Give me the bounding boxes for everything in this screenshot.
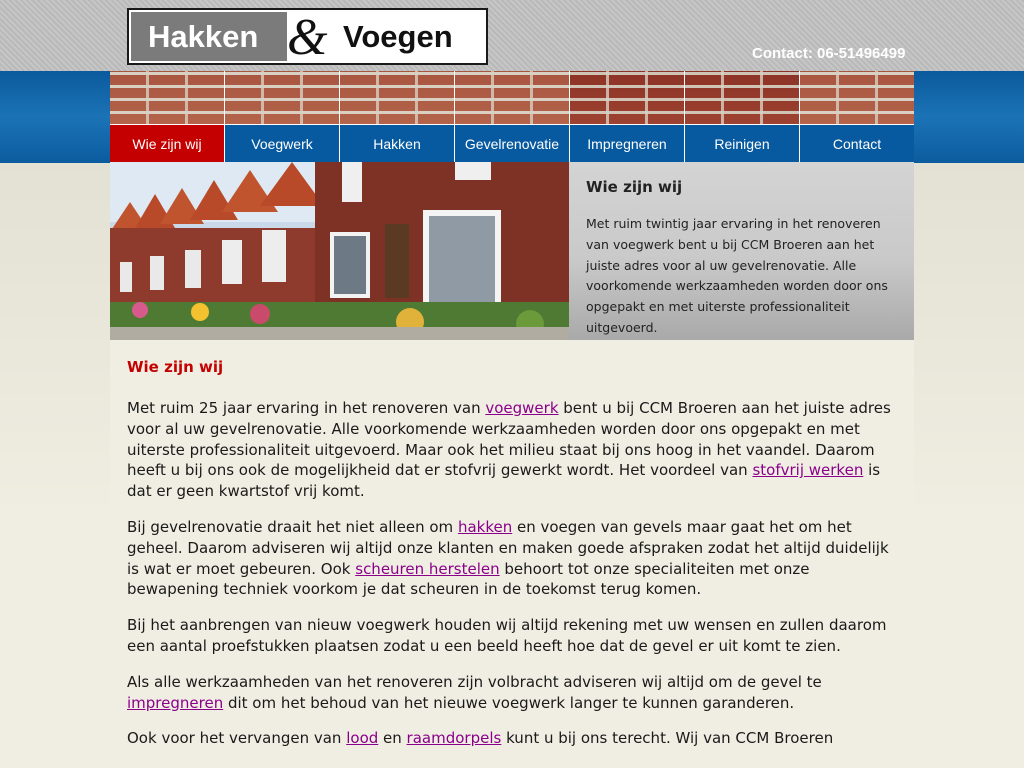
hero-text: Met ruim twintig jaar ervaring in het renoveren van voegwerk bent u bij CCM Broeren aan het juiste adres voor al uw gevelrenovatie. Alle voorkomende werkzaamheden worden door ons opgepakt en met uiterste professionaliteit uitgevoerd. bbox=[586, 216, 888, 335]
page-title: Wie zijn wij bbox=[127, 358, 224, 376]
paragraph-3: Bij het aanbrengen van nieuw voegwerk houden wij altijd rekening met uw wensen en zullen daarom een aantal proefstukken plaatsen zodat u een beeld heeft hoe dat de gevel er uit komt te zien. bbox=[127, 616, 887, 655]
nav-item-reinigen[interactable]: Reinigen bbox=[685, 124, 800, 162]
hero-text-panel bbox=[569, 162, 914, 340]
brick-tile bbox=[340, 71, 455, 124]
hero-section bbox=[110, 162, 914, 340]
nav-item-voegwerk[interactable]: Voegwerk bbox=[225, 124, 340, 162]
brick-tile bbox=[110, 71, 225, 124]
link-raamdorpels[interactable]: raamdorpels bbox=[406, 729, 502, 748]
main-content bbox=[110, 340, 914, 768]
nav-item-gevelrenovatie[interactable]: Gevelrenovatie bbox=[455, 124, 570, 162]
nav-item-hakken[interactable]: Hakken bbox=[340, 124, 455, 162]
site-logo[interactable] bbox=[127, 8, 488, 65]
hero-title: Wie zijn wij bbox=[586, 178, 683, 196]
brick-tile bbox=[570, 71, 685, 124]
houses-photo bbox=[110, 162, 569, 340]
brick-tile bbox=[685, 71, 800, 124]
link-scheuren-herstelen[interactable]: scheuren herstelen bbox=[355, 559, 500, 578]
logo-voegen: Voegen bbox=[343, 18, 453, 54]
brick-banner bbox=[110, 71, 914, 124]
paragraph-4: Als alle werkzaamheden van het renoveren zijn volbracht adviseren wij altijd om de gevel te impregneren dit om het behoud van het nieuwe voegwerk langer te kunnen garanderen. bbox=[127, 672, 822, 712]
link-voegwerk[interactable]: voegwerk bbox=[485, 399, 559, 417]
brick-tile bbox=[225, 71, 340, 124]
logo-ampersand: & bbox=[287, 9, 328, 66]
logo-hakken: Hakken bbox=[129, 10, 289, 63]
link-lood[interactable]: lood bbox=[346, 729, 379, 748]
link-stofvrij-werken[interactable]: stofvrij werken bbox=[752, 461, 864, 480]
brick-tile bbox=[455, 71, 570, 124]
paragraph-5: Ook voor het vervangen van lood en raamdorpels kunt u bij ons terecht. Wij van CCM Broeren bbox=[127, 729, 834, 748]
link-hakken[interactable]: hakken bbox=[457, 517, 513, 536]
brick-tile bbox=[800, 71, 914, 124]
contact-phone: Contact: 06-51496499 bbox=[752, 45, 906, 62]
paragraph-2: Bij gevelrenovatie draait het niet alleen om hakken en voegen van gevels maar gaat het om het geheel. Daarom adviseren wij altijd onze klanten en maken goede afspraken zodat het altijd duidelijk is wat er moet gebeuren. Ook scheuren herstelen behoort tot onze specialiteiten met onze bewapening techniek voorkom je dat scheuren in de toekomst terug komen. bbox=[127, 517, 889, 599]
link-impregneren[interactable]: impregneren bbox=[127, 693, 224, 712]
main-nav bbox=[110, 124, 914, 162]
nav-item-wie-zijn-wij[interactable]: Wie zijn wij bbox=[110, 124, 225, 162]
paragraph-1: Met ruim 25 jaar ervaring in het renoveren van voegwerk bent u bij CCM Broeren aan het juiste adres voor al uw gevelrenovatie. Alle voorkomende werkzaamheden worden door ons opgepakt en met uiterste professionaliteit uitgevoerd. Maar ook het milieu staat bij ons hoog in het vaandel. Daarom heeft u bij ons ook de mogelijkheid dat er stofvrij gewerkt wordt. Het voordeel van stofvrij werken is dat er geen kwartstof vrij komt. bbox=[127, 399, 891, 501]
nav-item-contact[interactable]: Contact bbox=[800, 124, 914, 162]
nav-item-impregneren[interactable]: Impregneren bbox=[570, 124, 685, 162]
